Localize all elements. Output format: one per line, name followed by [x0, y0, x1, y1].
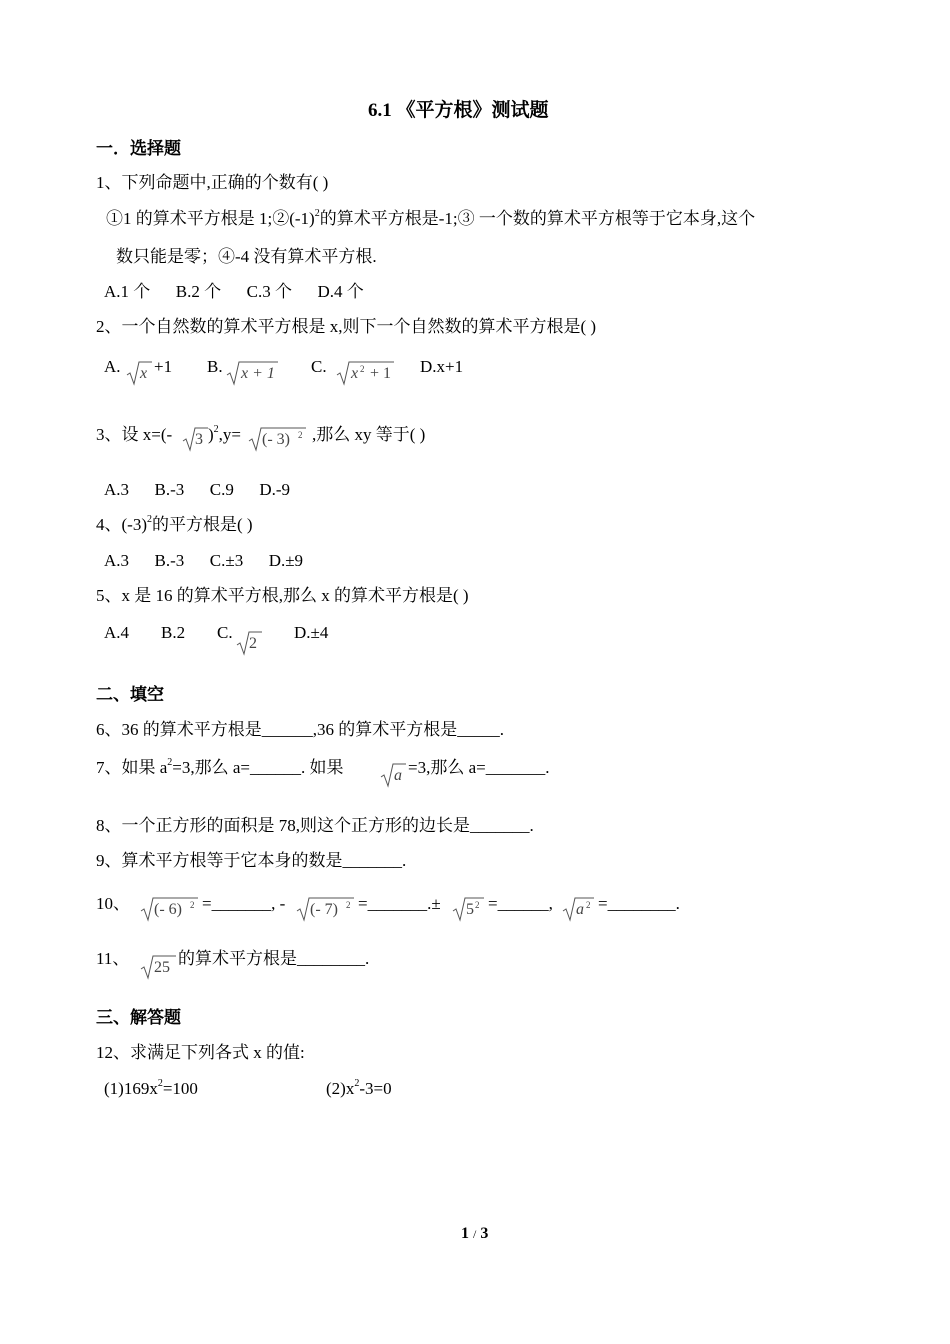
question-4-stem: 4、$(-3)^2$的平方根是( )	[96, 514, 253, 534]
question-11-suffix: 的算术平方根是________.	[178, 949, 370, 968]
question-10-blank2: =_______.±	[358, 894, 441, 913]
radicand: a	[394, 767, 402, 784]
radicand: (- 7)	[310, 901, 338, 918]
question-1-options: A.1 个 B.2 个 C.3 个 D.4 个	[104, 282, 364, 301]
radicand: 25	[154, 959, 170, 976]
section-heading-fill: 二、填空	[96, 685, 164, 704]
question-2-option-c-label: C.	[311, 357, 327, 376]
question-2-option-a-label: A.	[104, 357, 121, 376]
question-7-part2: =3,那么 a=_______.	[408, 758, 550, 777]
radicand: 2	[249, 635, 257, 652]
question-2-option-b-label: B.	[207, 357, 223, 376]
question-10-blank4: =________.	[598, 894, 680, 913]
radicand-exponent: 2	[360, 364, 365, 374]
question-10-blank3: =______,	[488, 894, 553, 913]
radicand: x + 1	[241, 365, 275, 382]
radicand-exponent: 2	[586, 900, 591, 910]
question-1-statements-line2: 数只能是零；④-4 没有算术平方根.	[116, 247, 377, 266]
question-12-stem: 12、求满足下列各式 x 的值:	[96, 1043, 305, 1062]
question-3-options: A.3 B.-3 C.9 D.-9	[104, 480, 291, 499]
section-heading-choice: 一．选择题	[96, 139, 181, 158]
sqrt-a-radical	[380, 762, 406, 788]
sqrt-2-radical	[236, 630, 262, 656]
sqrt-x-squared-plus-1-radical	[336, 360, 394, 386]
sqrt-25-radical	[140, 954, 176, 980]
question-5-stem: 5、x 是 16 的算术平方根,那么 x 的算术平方根是( )	[96, 586, 469, 605]
question-2-option-d: D.x+1	[420, 357, 464, 376]
sqrt-x-plus-1-radical	[226, 360, 278, 386]
radicand-exponent: 2	[190, 900, 195, 910]
question-3-suffix: ,那么 xy 等于( )	[312, 425, 426, 444]
sqrt-a-squared-radical	[562, 896, 594, 922]
section-heading-solve: 三、解答题	[96, 1008, 181, 1027]
question-10-blank1: =_______, -	[202, 894, 286, 913]
question-8: 8、一个正方形的面积是 78,则这个正方形的边长是_______.	[96, 816, 534, 835]
radicand-exponent: 2	[298, 430, 303, 440]
radicand: x	[140, 365, 148, 382]
sqrt-neg7-squared-radical	[296, 896, 354, 922]
radicand-tail: + 1	[370, 365, 392, 382]
radicand: 3	[195, 431, 203, 448]
page-number: 1 / 3	[461, 1225, 489, 1242]
question-7-part1: 7、如果 $a^2=3$,那么 a=______. 如果	[96, 757, 344, 777]
question-11-label: 11、	[96, 949, 130, 968]
question-5-option-b: B.2	[161, 623, 186, 642]
question-5-option-c-label: C.	[217, 623, 233, 642]
question-6: 6、36 的算术平方根是______,36 的算术平方根是_____.	[96, 720, 504, 739]
sqrt-neg6-squared-radical	[140, 896, 198, 922]
question-2-stem: 2、一个自然数的算术平方根是 x,则下一个自然数的算术平方根是( )	[96, 317, 597, 336]
page-title: 6.1 《平方根》测试题	[368, 100, 549, 121]
question-3-prefix: 3、设 x=(-	[96, 425, 173, 444]
sqrt-3-radical	[182, 426, 208, 452]
radicand-exponent: 2	[475, 900, 480, 910]
radicand: a	[576, 901, 584, 918]
question-4-options: A.3 B.-3 C.±3 D.±9	[104, 551, 304, 570]
question-5-option-a: A.4	[104, 623, 130, 642]
radicand-exponent: 2	[346, 900, 351, 910]
question-3-mid: )$^2$,y=	[208, 424, 242, 444]
question-12-part-1: $(1)169x^2=100$	[104, 1078, 198, 1098]
question-5-option-d: D.±4	[294, 623, 329, 642]
question-10-label: 10、	[96, 894, 130, 913]
question-2-option-a-tail: +1	[154, 357, 173, 376]
radicand-base: x	[351, 365, 359, 382]
sqrt-5-squared-radical	[452, 896, 484, 922]
question-1-stem: 1、下列命题中,正确的个数有( )	[96, 173, 329, 192]
question-9: 9、算术平方根等于它本身的数是_______.	[96, 851, 407, 870]
radicand: (- 3)	[262, 431, 290, 448]
radicand: (- 6)	[154, 901, 182, 918]
sqrt-neg3-squared-radical	[248, 426, 306, 452]
radicand: 5	[466, 901, 474, 918]
sqrt-x-radical	[126, 360, 152, 386]
question-1-statements-line1: ①1 的算术平方根是 $1;②(-1)^2$的算术平方根是-1;③ 一个数的算术平方根等于它本身,这个	[106, 208, 756, 228]
question-12-part-2: $(2)x^2-3=0$	[326, 1078, 392, 1098]
